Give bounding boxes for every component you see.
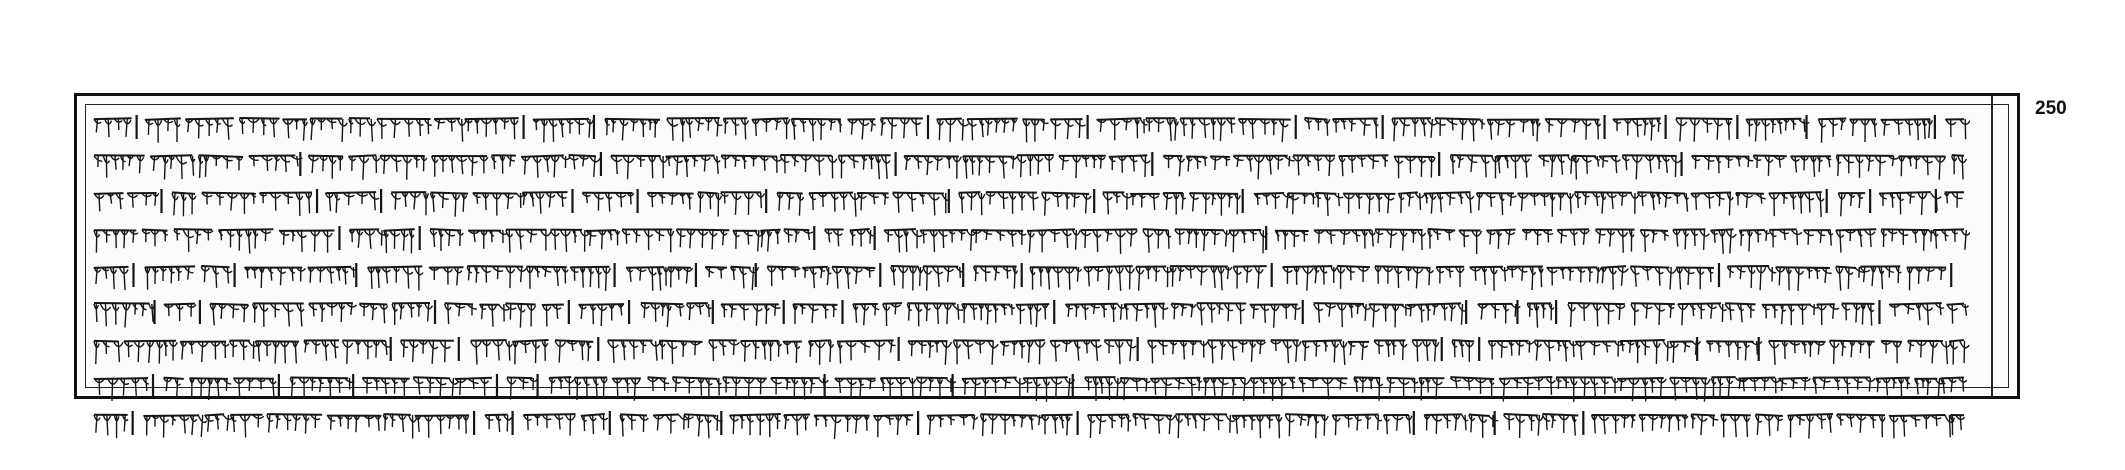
- script-line: [90, 221, 1970, 255]
- script-line: [90, 184, 1970, 218]
- script-line: [90, 369, 1970, 403]
- script-line: [90, 110, 1970, 144]
- script-line: [90, 295, 1970, 329]
- tibetan-text-block: [90, 110, 1970, 385]
- script-line: [90, 147, 1970, 181]
- script-line: [90, 332, 1970, 366]
- script-line: [90, 258, 1970, 292]
- script-line: [90, 406, 1970, 440]
- page-number: 250: [2035, 98, 2067, 119]
